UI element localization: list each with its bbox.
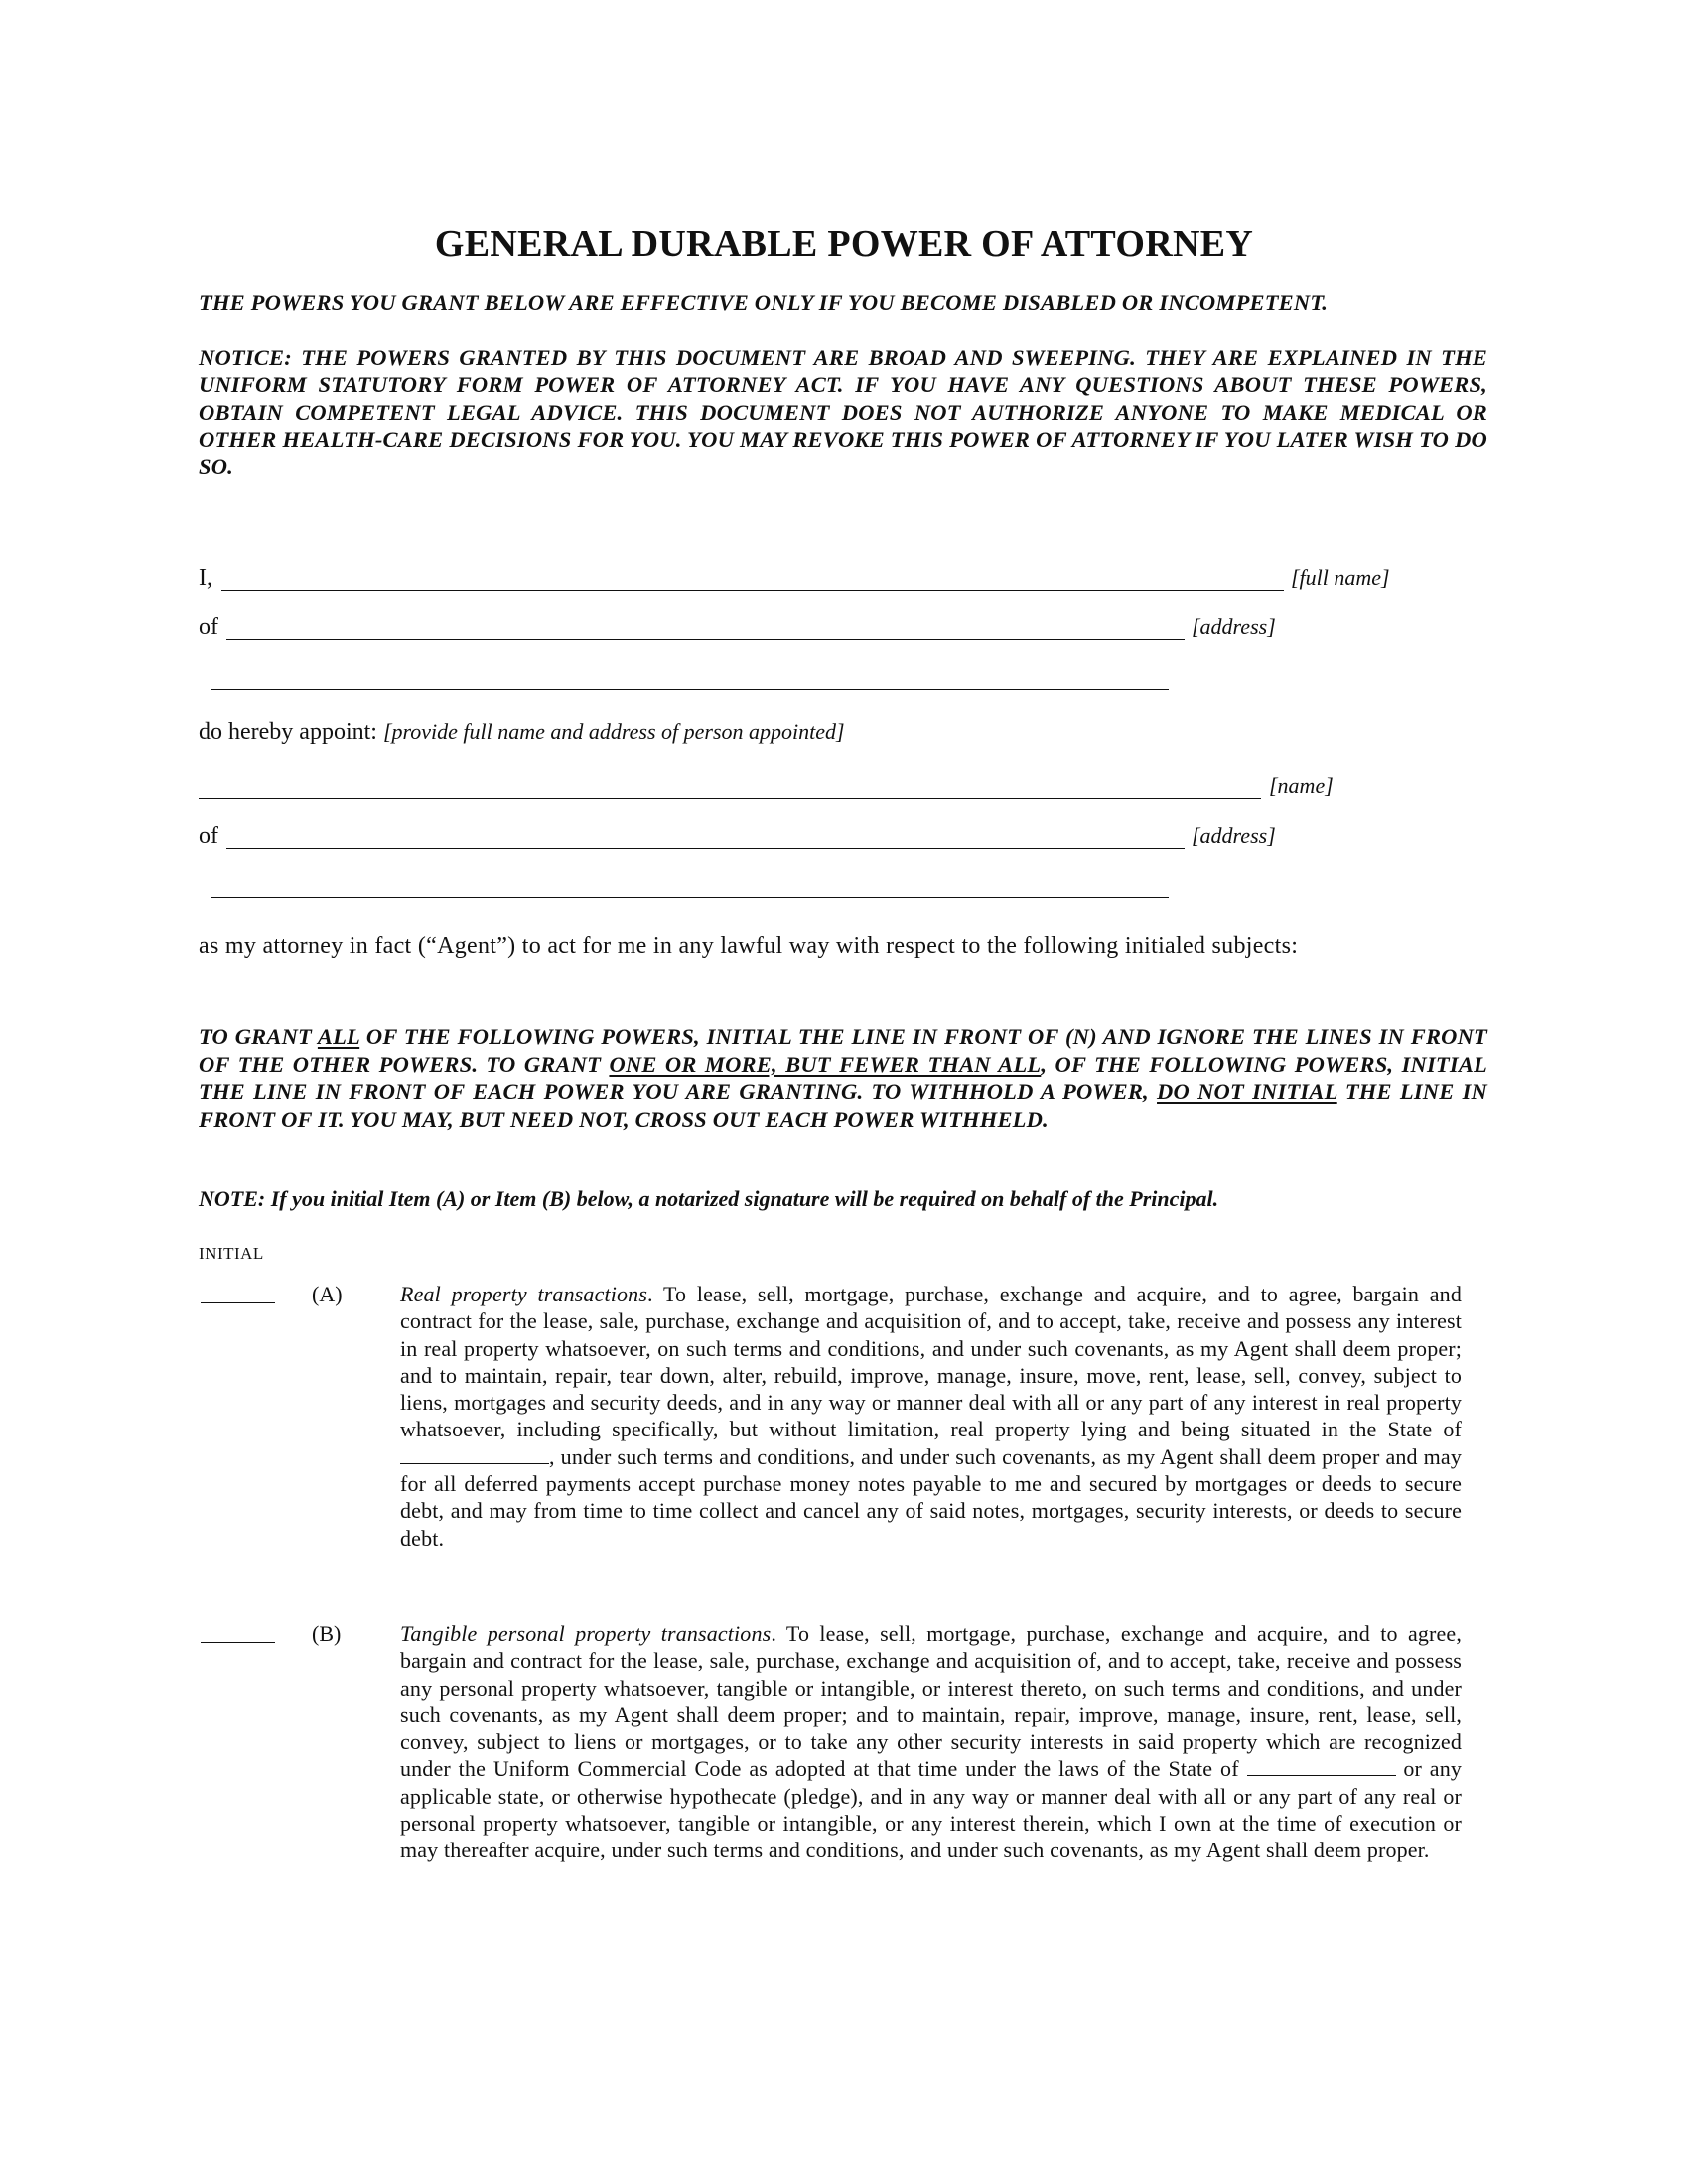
notarization-note: NOTE: If you initial Item (A) or Item (B) below, a notarized signature will be required on behalf of the Principal.	[199, 1186, 1219, 1211]
instructions-text-2: OF THE FOLLOWING POWERS, INITIAL THE LINE IN FRONT OF (N) AND IGNORE THE LINES IN FRONT OF THE OTHER POWERS. TO GRANT	[199, 1024, 1488, 1077]
state-field-a[interactable]	[400, 1445, 549, 1464]
initialing-instructions	[199, 1024, 1487, 1133]
clause-text-a-1: . To lease, sell, mortgage, purchase, exchange and acquire, and to agree, bargain and contract for the lease, sale, purchase, exchange and acquisition of, and to accept, take, receive and possess any interest in real property whatsoever, on such terms and conditions, and under such covenants, as my Agent shall deem proper; and to maintain, repair, tear down, alter, rebuild, improve, manage, insure, move, rent, lease, sell, convey, subject to liens, mortgages and security deeds, and in any way or manner deal with all or any part of any interest in real property whatsoever, including specifically, but without limitation, real property lying and being situated in the State of	[400, 1282, 1462, 1442]
instructions-emphasis-all: ALL	[317, 1024, 360, 1049]
agent-appointment-paragraph: as my attorney in fact (“Agent”) to act for me in any lawful way with respect to the following initialed subjects:	[199, 933, 1299, 959]
agent-address-hint: [address]	[1192, 823, 1276, 848]
clause-letter-b: (B)	[312, 1621, 342, 1646]
principal-address-line2-row	[199, 665, 1489, 693]
agent-name-field[interactable]	[199, 798, 1261, 799]
principal-name-label: I,	[199, 565, 212, 591]
principal-address-row	[199, 615, 1489, 643]
instructions-text-1: TO GRANT	[199, 1024, 318, 1049]
principal-address-hint: [address]	[1192, 614, 1276, 639]
clause-text-b-2: or any applicable state, or otherwise hypothecate (pledge), and in any way or manner deal with all or any part of any real or personal property whatsoever, tangible or intangible, or any interest therein, which I own at the time of execution or may thereafter acquire, under such terms and conditions, and under such covenants, as my Agent shall deem proper.	[400, 1756, 1462, 1863]
principal-address-field[interactable]	[226, 639, 1185, 640]
clause-body-b	[400, 1620, 1462, 1864]
appoint-label: do hereby appoint:	[199, 719, 377, 745]
state-field-b[interactable]	[1247, 1757, 1396, 1776]
principal-name-field[interactable]	[221, 590, 1284, 591]
principal-name-hint: [full name]	[1291, 565, 1390, 590]
instructions-text-4: THE LINE IN FRONT OF IT. YOU MAY, BUT NEED NOT, CROSS OUT EACH POWER WITHHELD.	[199, 1079, 1487, 1132]
instructions-text-3: , OF THE FOLLOWING POWERS, INITIAL THE LINE IN FRONT OF EACH POWER YOU ARE GRANTING. TO WITHHOLD A POWER,	[199, 1051, 1487, 1104]
instructions-emphasis-some: ONE OR MORE, BUT FEWER THAN ALL	[609, 1051, 1042, 1077]
agent-address-line2-row	[199, 874, 1489, 901]
document-title: GENERAL DURABLE POWER OF ATTORNEY	[434, 223, 1254, 265]
agent-name-row	[199, 774, 1489, 802]
agent-address-line2-field[interactable]	[211, 897, 1169, 898]
appoint-hint: [provide full name and address of person appointed]	[382, 719, 845, 744]
clause-text-b-1: . To lease, sell, mortgage, purchase, exchange and acquire, and to agree, bargain and contract for the lease, sale, purchase, exchange and acquisition of, and to accept, take, receive and possess any personal property whatsoever, tangible or intangible, or interest thereto, on such terms and conditions, and under such covenants, as my Agent shall deem proper; and to maintain, repair, improve, manage, insure, rent, lease, sell, convey, subject to liens or mortgages, or to take any other security interests in said property which are recognized under the Uniform Commercial Code as adopted at that time under the laws of the State of	[400, 1621, 1462, 1782]
agent-address-field[interactable]	[226, 848, 1185, 849]
clause-letter-a: (A)	[312, 1282, 343, 1306]
clause-heading-b: Tangible personal property transactions	[400, 1621, 772, 1646]
clause-text-a-2: , under such terms and conditions, and under such covenants, as my Agent shall deem proper and may for all deferred payments accept purchase money notes payable to me and secured by mortgages or deeds to secure debt, and may from time to time collect and cancel any of said notes, mortgages, security interests, or deeds to secure debt.	[400, 1443, 1462, 1551]
initial-field-b[interactable]	[201, 1642, 275, 1643]
clause-heading-a: Real property transactions	[400, 1282, 648, 1306]
principal-address-label: of	[199, 614, 218, 640]
initial-field-a[interactable]	[201, 1302, 275, 1303]
initial-column-label: INITIAL	[199, 1244, 264, 1263]
notice-paragraph: NOTICE: THE POWERS GRANTED BY THIS DOCUMENT ARE BROAD AND SWEEPING. THEY ARE EXPLAINED IN THE UNIFORM STATUTORY FORM POWER OF ATTORNEY ACT. IF YOU HAVE ANY QUESTIONS ABOUT THESE POWERS, OBTAIN COMPETENT LEGAL ADVICE. THIS DOCUMENT DOES NOT AUTHORIZE ANYONE TO MAKE MEDICAL OR OTHER HEALTH-CARE DECISIONS FOR YOU. YOU MAY REVOKE THIS POWER OF ATTORNEY IF YOU LATER WISH TO DO SO.	[199, 345, 1487, 479]
agent-address-row	[199, 824, 1489, 852]
agent-address-label: of	[199, 823, 218, 849]
principal-name-row	[199, 566, 1489, 594]
appoint-statement	[199, 717, 845, 747]
clause-body-a	[400, 1281, 1462, 1552]
instructions-emphasis-withhold: DO NOT INITIAL	[1157, 1079, 1337, 1104]
agent-name-hint: [name]	[1269, 773, 1334, 798]
effectiveness-statement: THE POWERS YOU GRANT BELOW ARE EFFECTIVE ONLY IF YOU BECOME DISABLED OR INCOMPETENT.	[199, 290, 1329, 315]
principal-address-line2-field[interactable]	[211, 689, 1169, 690]
